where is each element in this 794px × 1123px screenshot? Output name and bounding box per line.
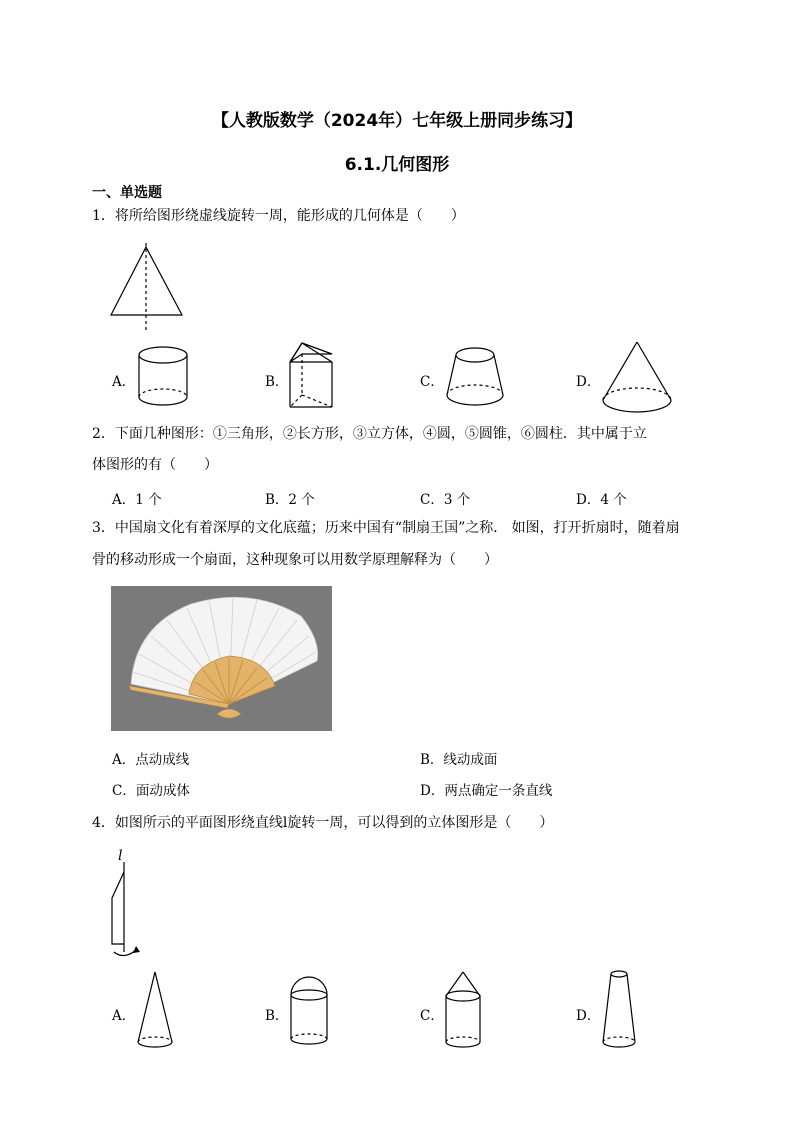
cone-on-cylinder-icon bbox=[443, 970, 488, 1055]
q4-option-a-label: A． bbox=[112, 1008, 136, 1024]
question-2-text-line1: 2．下面几种图形：①三角形，②长方形，③立方体，④圆，⑤圆锥，⑥圆柱．其中属于立 bbox=[92, 426, 647, 442]
q3-option-b: B．线动成面 bbox=[420, 752, 498, 768]
q4-option-c-label: C． bbox=[420, 1008, 444, 1024]
q3-option-c: C．面动成体 bbox=[112, 783, 190, 799]
q1-option-a-label: A． bbox=[112, 374, 136, 390]
q1-option-d-label: D． bbox=[576, 374, 601, 390]
q2-option-a: A．1 个 bbox=[112, 492, 162, 508]
question-3-text-line2: 骨的移动形成一个扇面，这种现象可以用数学原理解释为（ ） bbox=[92, 552, 498, 568]
q1-triangle-figure bbox=[108, 243, 188, 333]
q1-option-c-label: C． bbox=[420, 374, 444, 390]
cone-icon bbox=[136, 970, 176, 1055]
frustum-icon bbox=[444, 345, 509, 410]
q2-option-d: D．4 个 bbox=[576, 492, 627, 508]
q4-option-d-label: D． bbox=[576, 1008, 601, 1024]
axis-label-l: l bbox=[118, 848, 123, 864]
triangular-prism-icon bbox=[288, 340, 338, 410]
q4-option-b-label: B． bbox=[265, 1008, 289, 1024]
q3-option-a: A．点动成线 bbox=[112, 752, 190, 768]
page-title: 【人教版数学（2024年）七年级上册同步练习】 bbox=[211, 111, 583, 131]
q2-option-c: C．3 个 bbox=[420, 492, 471, 508]
question-2-text-line2: 体图形的有（ ） bbox=[92, 457, 218, 473]
question-1-text: 1．将所给图形绕虚线旋转一周，能形成的几何体是（ ） bbox=[92, 208, 465, 224]
q4-plane-figure bbox=[104, 860, 154, 965]
question-4-text: 4．如图所示的平面图形绕直线l旋转一周，可以得到的立体图形是（ ） bbox=[92, 815, 554, 831]
cone-icon bbox=[600, 340, 675, 415]
capsule-cylinder-icon bbox=[289, 975, 334, 1050]
q1-option-b-label: B． bbox=[265, 374, 289, 390]
question-3-text-line1: 3．中国扇文化有着深厚的文化底蕴；历来中国有“制扇王国”之称． 如图，打开折扇时，随着扇 bbox=[92, 520, 680, 536]
frustum-tall-icon bbox=[600, 968, 640, 1053]
cylinder-icon bbox=[137, 345, 192, 410]
page-subtitle: 6.1.几何图形 bbox=[344, 155, 450, 175]
q2-option-b: B．2 个 bbox=[265, 492, 315, 508]
folding-fan-image bbox=[111, 586, 332, 731]
section-heading: 一、单选题 bbox=[92, 185, 162, 201]
q3-option-d: D．两点确定一条直线 bbox=[420, 783, 553, 799]
